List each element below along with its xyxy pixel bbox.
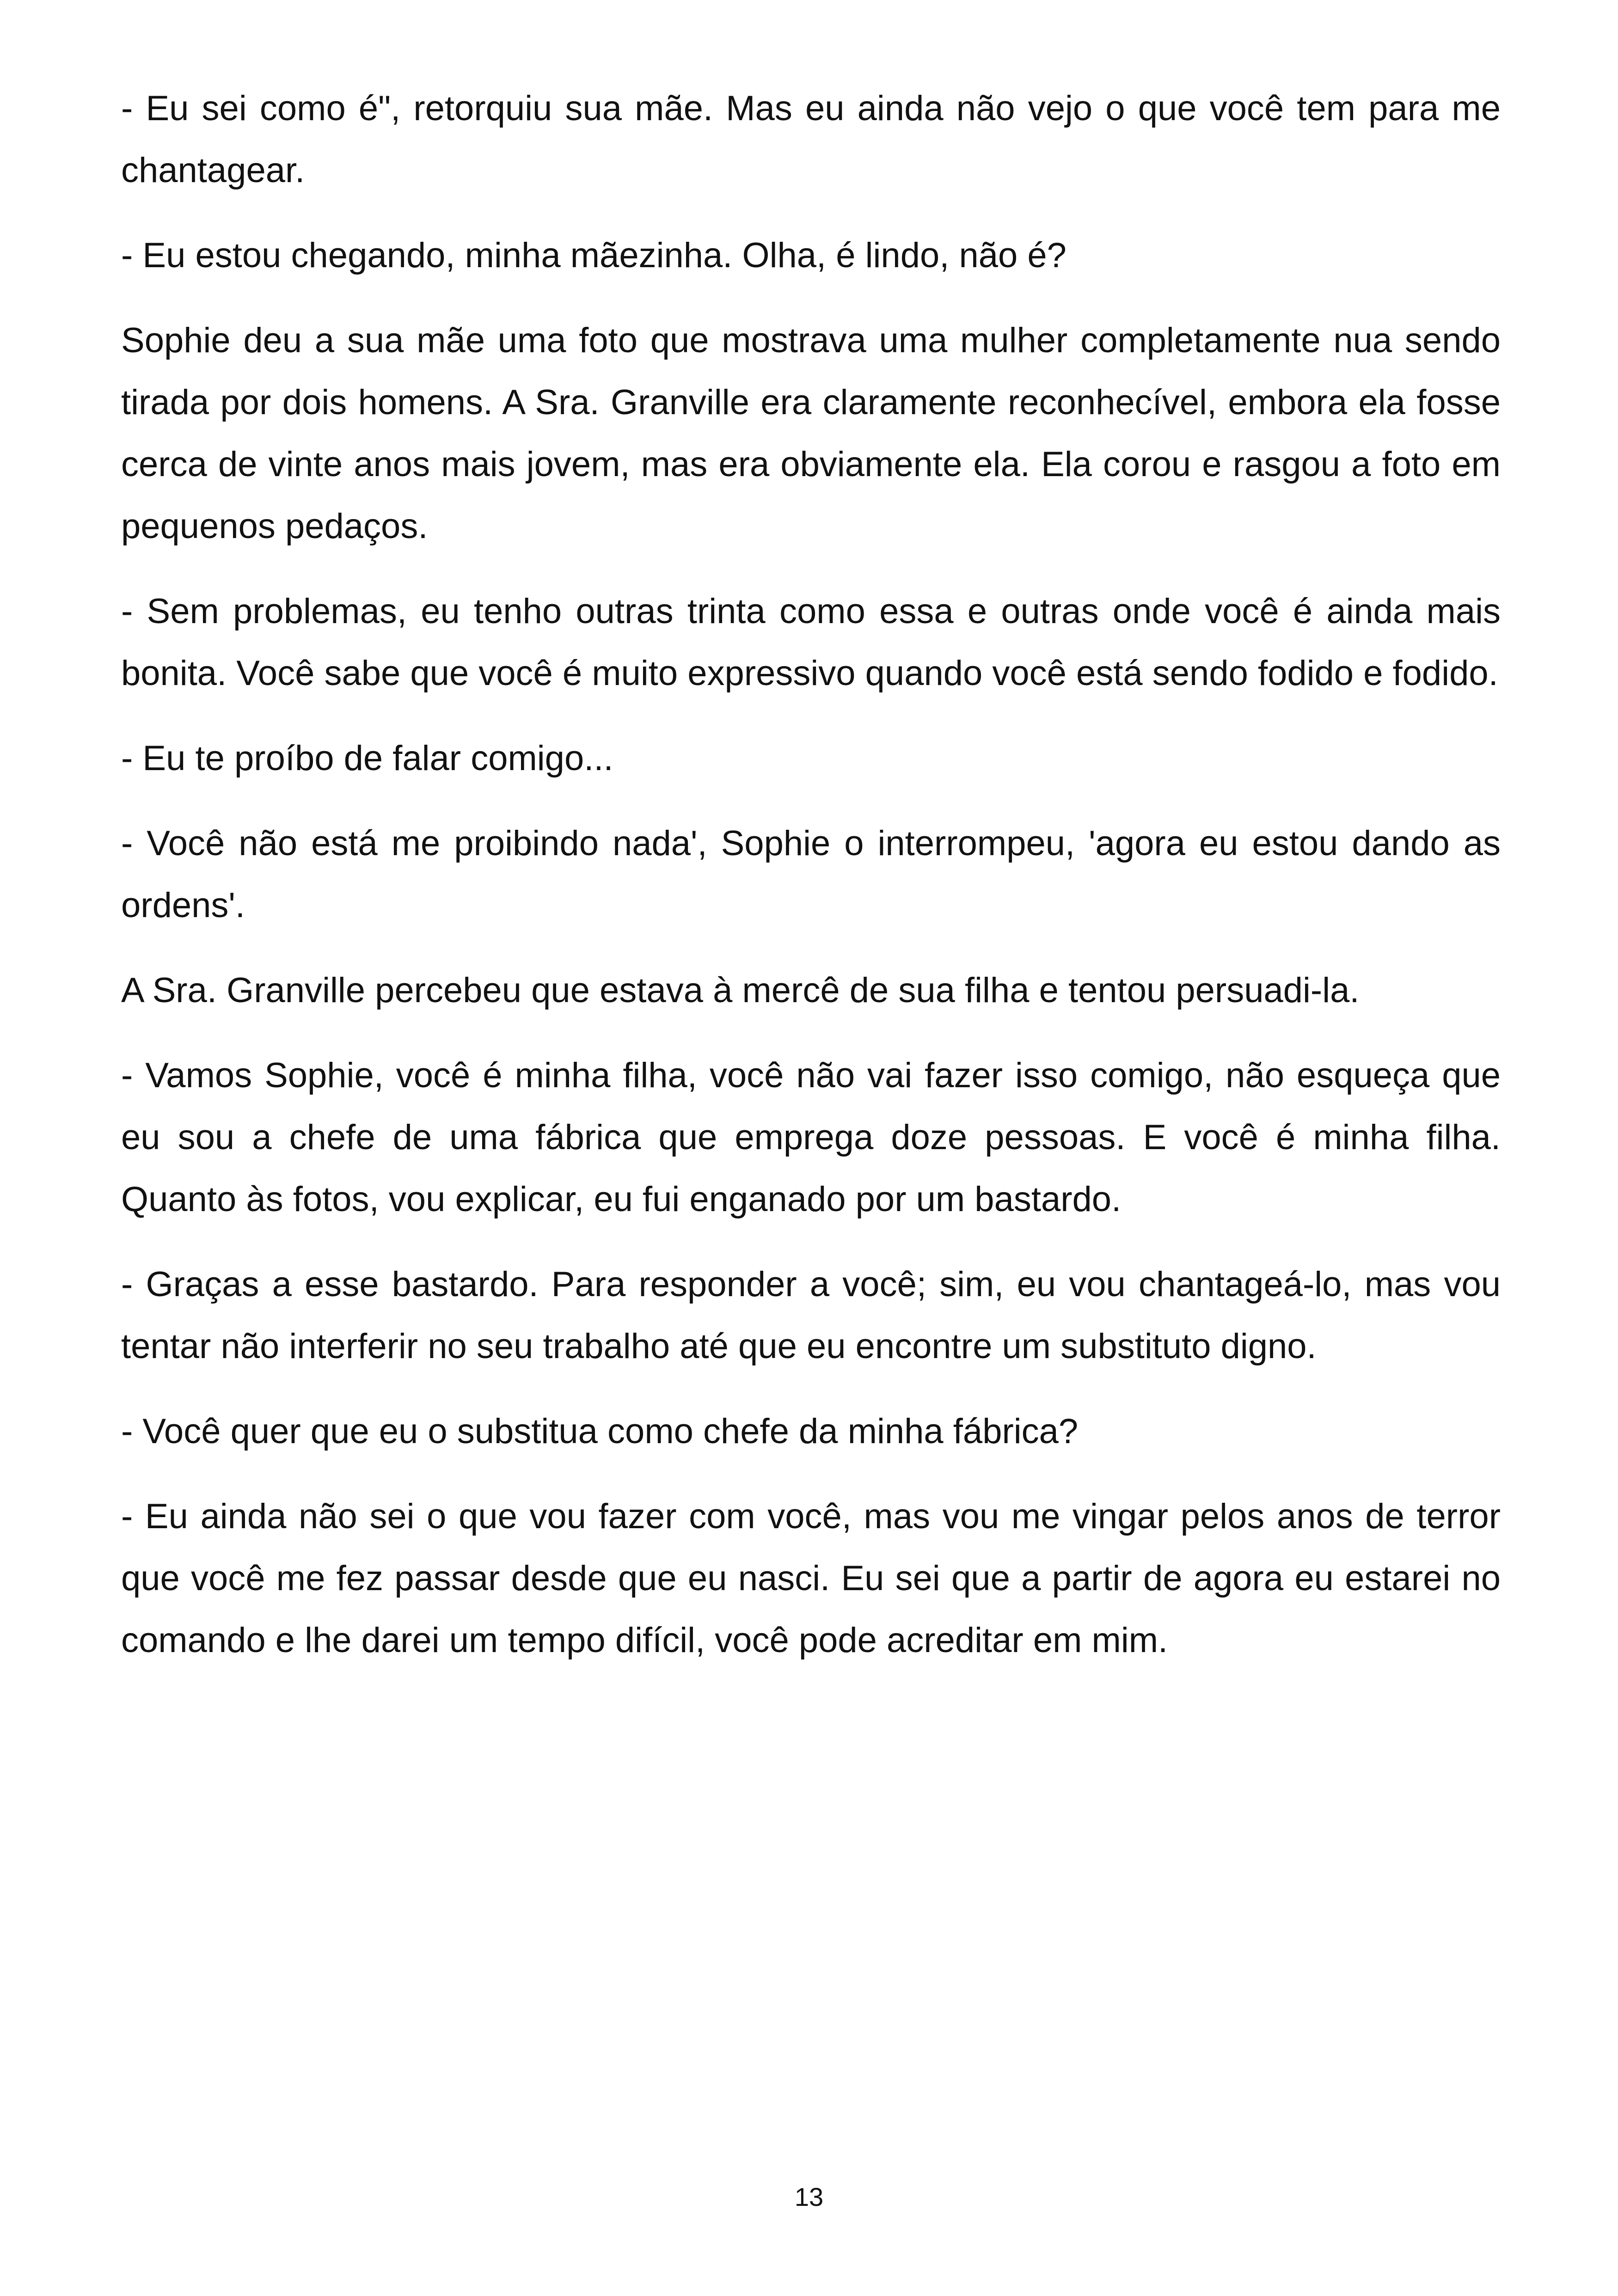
paragraph: - Eu te proíbo de falar comigo... bbox=[121, 739, 613, 778]
paragraph: - Eu ainda não sei o que vou fazer com você, mas vou me vingar pelos anos de terror que você me fez passar desde que eu nasci. Eu sei que a partir de agora eu estarei no comando e lhe darei um tempo difícil, você pode acreditar em mim. bbox=[121, 1497, 1501, 1660]
paragraph: - Eu sei como é", retorquiu sua mãe. Mas eu ainda não vejo o que você tem para me chantagear. bbox=[121, 89, 1501, 190]
page-number: 13 bbox=[794, 2182, 824, 2211]
paragraph: - Você não está me proibindo nada', Sophie o interrompeu, 'agora eu estou dando as ordens'. bbox=[121, 824, 1501, 925]
paragraph: - Você quer que eu o substitua como chefe da minha fábrica? bbox=[121, 1412, 1079, 1451]
paragraph: - Eu estou chegando, minha mãezinha. Olha, é lindo, não é? bbox=[121, 236, 1066, 275]
body-text bbox=[121, 78, 1501, 1695]
paragraph: A Sra. Granville percebeu que estava à mercê de sua filha e tentou persuadi-la. bbox=[121, 971, 1360, 1010]
paragraph: Sophie deu a sua mãe uma foto que mostrava uma mulher completamente nua sendo tirada por dois homens. A Sra. Granville era claramente reconhecível, embora ela fosse cerca de vinte anos mais jovem, mas era obviamente ela. Ela corou e rasgou a foto em pequenos pedaços. bbox=[121, 321, 1501, 546]
paragraph: - Vamos Sophie, você é minha filha, você não vai fazer isso comigo, não esqueça que eu sou a chefe de uma fábrica que emprega doze pessoas. E você é minha filha. Quanto às fotos, vou explicar, eu fui enganado por um bastardo. bbox=[121, 1056, 1501, 1219]
paragraph: - Graças a esse bastardo. Para responder a você; sim, eu vou chantageá-lo, mas vou tentar não interferir no seu trabalho até que eu encontre um substituto digno. bbox=[121, 1265, 1501, 1366]
paragraph: - Sem problemas, eu tenho outras trinta como essa e outras onde você é ainda mais bonita. Você sabe que você é muito expressivo quando você está sendo fodido e fodido. bbox=[121, 592, 1501, 693]
